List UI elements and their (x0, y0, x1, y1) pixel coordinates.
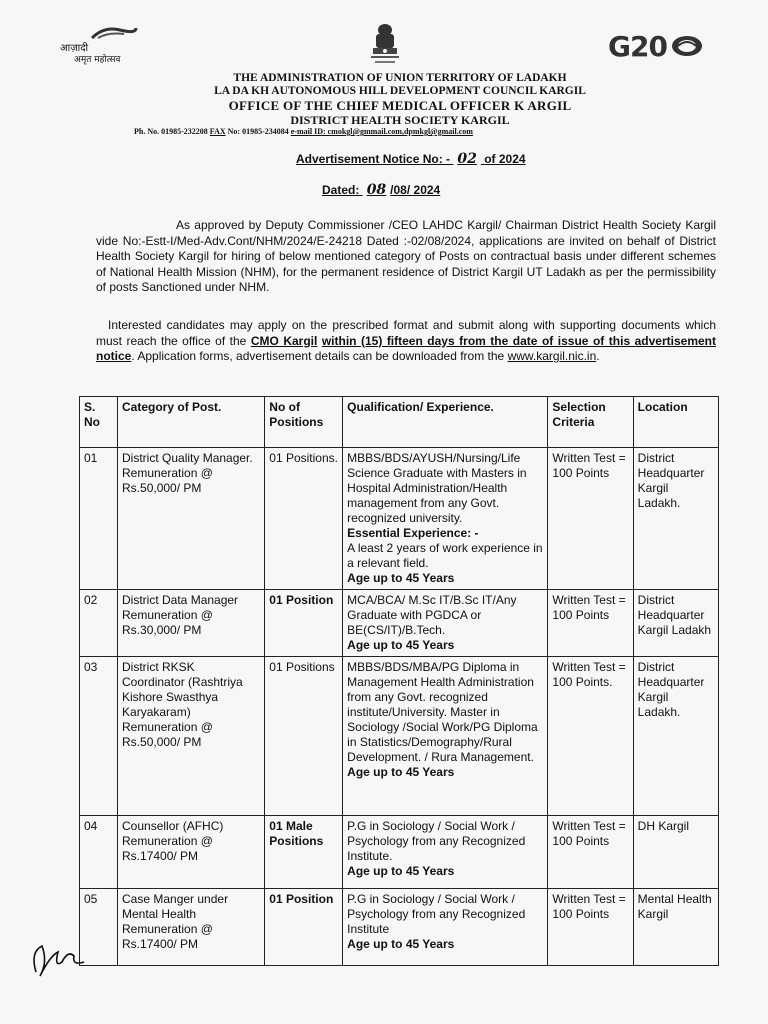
cell-category: District Data Manager Remuneration @ Rs.30,000/ PM (118, 590, 265, 657)
header-category: Category of Post. (118, 397, 265, 448)
instructions-text-3: . (596, 349, 600, 364)
national-emblem-icon (365, 22, 405, 68)
dated-prefix: Dated: (322, 183, 360, 197)
header-sno: S. No (80, 397, 118, 448)
qualification-text: MBBS/BDS/AYUSH/Nursing/Life Science Graduate with Masters in Hospital Administration/Health management from any Govt. recognized university. (347, 451, 527, 525)
cell-positions: 01 Positions. (265, 448, 343, 590)
advertisement-notice-number (296, 151, 526, 167)
table-row (80, 816, 719, 889)
cell-location: District Headquarter Kargil Ladakh. (633, 657, 718, 816)
header-line-cmo-office: OFFICE OF THE CHIEF MEDICAL OFFICER K ARGIL (228, 98, 572, 113)
qualification-text: MCA/BCA/ M.Sc IT/B.Sc IT/Any Graduate with PGDCA or BE(CS/IT)/B.Tech. (347, 593, 517, 637)
table-row (80, 889, 719, 966)
fax-number: No: 01985-234084 (225, 127, 291, 136)
header-line-administration: THE ADMINISTRATION OF UNION TERRITORY OF LADAKH (233, 72, 567, 84)
notice-prefix: Advertisement Notice No: - (296, 152, 451, 166)
cell-category: District RKSK Coordinator (Rashtriya Kishore Swasthya Karyakaram) Remuneration @ Rs.50,000/ PM (118, 657, 265, 816)
cell-criteria: Written Test = 100 Points (548, 816, 633, 889)
cell-positions: 01 Male Positions (265, 816, 343, 889)
cell-sno: 03 (80, 657, 118, 816)
application-instructions-paragraph (96, 318, 716, 365)
cell-category: District Quality Manager. Remuneration @ Rs.50,000/ PM (118, 448, 265, 590)
experience-text: A least 2 years of work experience in a relevant field. (347, 541, 543, 570)
instructions-text-1: Interested candidates may apply on the prescribed format and submit along with supporting documents which must reach the office of the (96, 318, 716, 348)
g20-logo (608, 30, 708, 70)
header-qualification: Qualification/ Experience. (343, 397, 548, 448)
cell-sno: 04 (80, 816, 118, 889)
azadi-ka-amrit-mahotsav-logo (60, 24, 170, 64)
phone-number: Ph. No. 01985-232208 (134, 127, 208, 136)
cell-category: Case Manger under Mental Health Remuneration @ Rs.17400/ PM (118, 889, 265, 966)
dated-day-handwritten: 08 (366, 182, 387, 198)
globe-icon (670, 34, 704, 58)
cell-qualification (343, 448, 548, 590)
email-label: e-mail (290, 127, 313, 136)
posts-table (79, 396, 719, 966)
dated-suffix: /08/ 2024 (390, 183, 441, 197)
age-limit: Age up to 45 Years (347, 937, 455, 951)
approval-paragraph: As approved by Deputy Commissioner /CEO LAHDC Kargil/ Chairman District Health Society Kargil vide No:-Estt-I/Med-Adv.Cont/NHM/2024/E-24218 Dated :-02/08/2024, applications are invited on behalf of District Health Society Kargil for hiring of below mentioned category of Posts on contractual basis under different schemes of National Health Mission (NHM), for the permanent residence of District Kargil UT Ladakh as per the permissibility of posts Sanctioned under NHM. (96, 218, 716, 295)
qualification-text: P.G in Sociology / Social Work / Psychology from any Recognized Institute (347, 892, 526, 936)
cell-location: Mental Health Kargil (633, 889, 718, 966)
cell-qualification (343, 816, 548, 889)
cell-location: District Headquarter Kargil Ladakh (633, 590, 718, 657)
contact-details (134, 127, 473, 136)
cell-location: DH Kargil (633, 816, 718, 889)
age-limit: Age up to 45 Years (347, 638, 455, 652)
table-row (80, 657, 719, 816)
qualification-text: MBBS/BDS/MBA/PG Diploma in Management Health Administration from any Govt. recognized institute/University. Master in Sociology /Social Work/PG Diploma in Statistics/Demography/Rural Development. / Rura Management. (347, 660, 538, 764)
cell-location: District Headquarter Kargil Ladakh. (633, 448, 718, 590)
cell-qualification (343, 657, 548, 816)
cell-positions: 01 Position (265, 590, 343, 657)
cmo-kargil-emphasis: CMO Kargil (250, 333, 318, 348)
cell-category: Counsellor (AFHC) Remuneration @ Rs.17400/ PM (118, 816, 265, 889)
azadi-logo-line1: आज़ादी (60, 43, 89, 54)
header-line-health-society: DISTRICT HEALTH SOCIETY KARGIL (290, 113, 510, 127)
table-row (80, 590, 719, 657)
age-limit: Age up to 45 Years (347, 765, 455, 779)
cell-qualification (343, 590, 548, 657)
cell-sno: 02 (80, 590, 118, 657)
table-header-row (80, 397, 719, 448)
notice-number-handwritten: 02 (457, 151, 477, 167)
header-location: Location (633, 397, 718, 448)
age-limit: Age up to 45 Years (347, 571, 455, 585)
deadline-emphasis: within (15) fifteen days from the date of issue of this advertisement notice (96, 333, 716, 364)
cell-criteria: Written Test = 100 Points (548, 889, 633, 966)
header-positions: No of Positions (265, 397, 343, 448)
email-address: ID: cmokgl@gmmail.com,dpmkgl@gmail.com (312, 127, 473, 136)
fax-label: FAX (209, 127, 226, 136)
azadi-logo-line2: अमृत महोत्सव (74, 55, 121, 65)
age-limit: Age up to 45 Years (347, 864, 455, 878)
table-row (80, 448, 719, 590)
cell-criteria: Written Test = 100 Points (548, 448, 633, 590)
cell-positions: 01 Position (265, 889, 343, 966)
tricolor-stroke-icon (90, 26, 138, 40)
cell-criteria: Written Test = 100 Points (548, 590, 633, 657)
cell-sno: 01 (80, 448, 118, 590)
notice-suffix: of 2024 (484, 152, 526, 166)
signature (28, 932, 88, 982)
cell-criteria: Written Test = 100 Points. (548, 657, 633, 816)
qualification-text: P.G in Sociology / Social Work / Psychology from any Recognized Institute. (347, 819, 526, 863)
experience-label: Essential Experience: - (347, 526, 479, 540)
cell-sno: 05 (80, 889, 118, 966)
cell-positions: 01 Positions (265, 657, 343, 816)
instructions-text-2: . Application forms, advertisement details can be downloaded from the (131, 349, 508, 364)
cell-qualification (343, 889, 548, 966)
g20-logo-text: G20 (608, 30, 667, 63)
header-selection-criteria: Selection Criteria (548, 397, 633, 448)
header-line-lahdc: LA DA KH AUTONOMOUS HILL DEVELOPMENT COUNCIL KARGIL (214, 85, 586, 97)
notice-date (322, 182, 440, 198)
website-link[interactable]: www.kargil.nic.in (507, 349, 597, 364)
